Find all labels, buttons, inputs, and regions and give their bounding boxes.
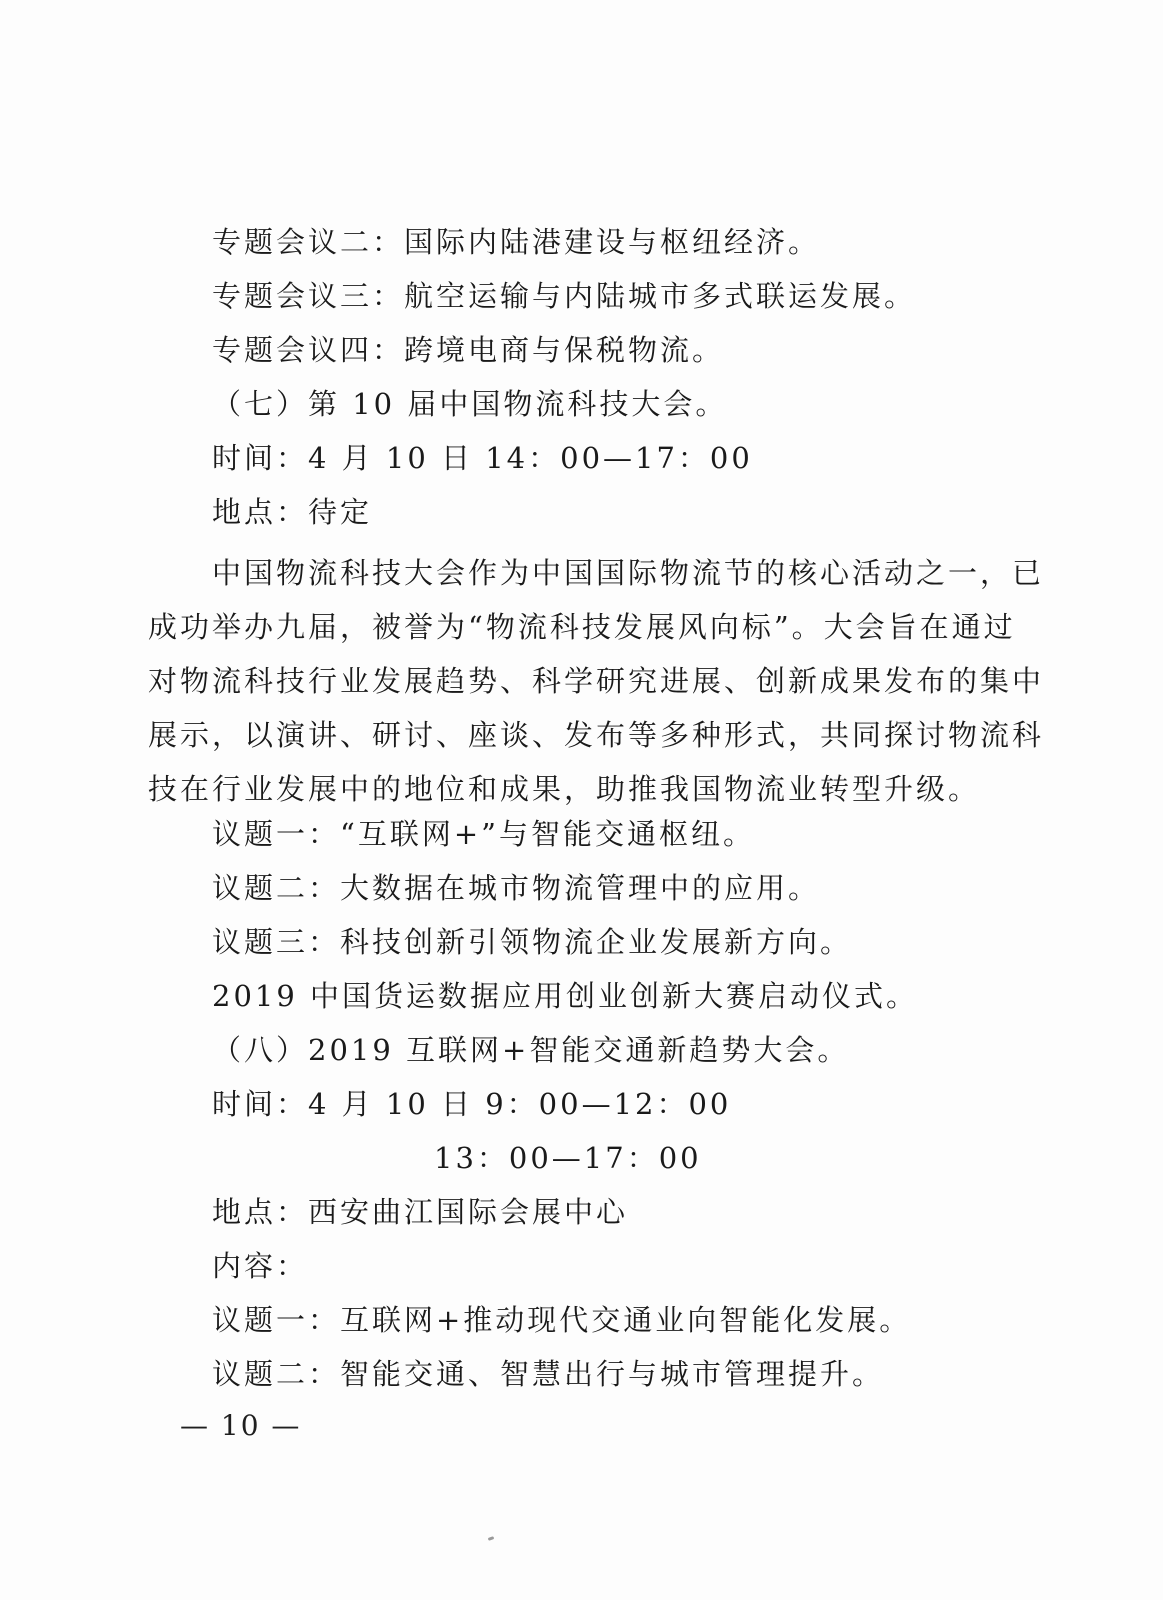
topic-3: 议题三：科技创新引领物流企业发展新方向。 xyxy=(212,925,853,959)
topic-2: 议题二：大数据在城市物流管理中的应用。 xyxy=(212,871,821,905)
topic-meeting-4: 专题会议四：跨境电商与保税物流。 xyxy=(212,333,725,367)
section-8-location: 地点：西安曲江国际会展中心 xyxy=(212,1195,629,1229)
section-8-heading: （八）2019 互联网+智能交通新趋势大会。 xyxy=(212,1033,850,1067)
description-line: 展示，以演讲、研讨、座谈、发布等多种形式，共同探讨物流科 xyxy=(148,718,1045,752)
section-8-content-label: 内容： xyxy=(212,1249,309,1283)
section-7-location: 地点：待定 xyxy=(212,495,373,529)
description-line: 技在行业发展中的地位和成果，助推我国物流业转型升级。 xyxy=(148,772,981,806)
section-8-time: 时间：4 月 10 日 9：00—12：00 xyxy=(212,1087,732,1121)
section-7-heading: （七）第 10 届中国物流科技大会。 xyxy=(212,387,728,421)
description-line: 对物流科技行业发展趋势、科学研究进展、创新成果发布的集中 xyxy=(148,664,1045,698)
section-7-time: 时间：4 月 10 日 14：00—17：00 xyxy=(212,441,753,475)
section-8-topic-2: 议题二：智能交通、智慧出行与城市管理提升。 xyxy=(212,1357,885,1391)
topic-meeting-2: 专题会议二：国际内陆港建设与枢纽经济。 xyxy=(212,225,821,259)
scan-speck xyxy=(488,1536,495,1541)
section-7-description xyxy=(148,546,1045,816)
page-number: — 10 — xyxy=(180,1409,302,1442)
section-8-topic-1: 议题一：互联网+推动现代交通业向智能化发展。 xyxy=(212,1303,912,1337)
section-8-time-afternoon: 13：00—17：00 xyxy=(434,1141,702,1175)
topic-meeting-3: 专题会议三：航空运输与内陆城市多式联运发展。 xyxy=(212,279,917,313)
description-line: 中国物流科技大会作为中国国际物流节的核心活动之一，已 xyxy=(212,556,1045,590)
description-line: 成功举办九届，被誉为“物流科技发展风向标”。大会旨在通过 xyxy=(148,610,1016,644)
launch-ceremony: 2019 中国货运数据应用创业创新大赛启动仪式。 xyxy=(212,979,919,1013)
topic-1: 议题一：“互联网+”与智能交通枢纽。 xyxy=(212,817,755,851)
